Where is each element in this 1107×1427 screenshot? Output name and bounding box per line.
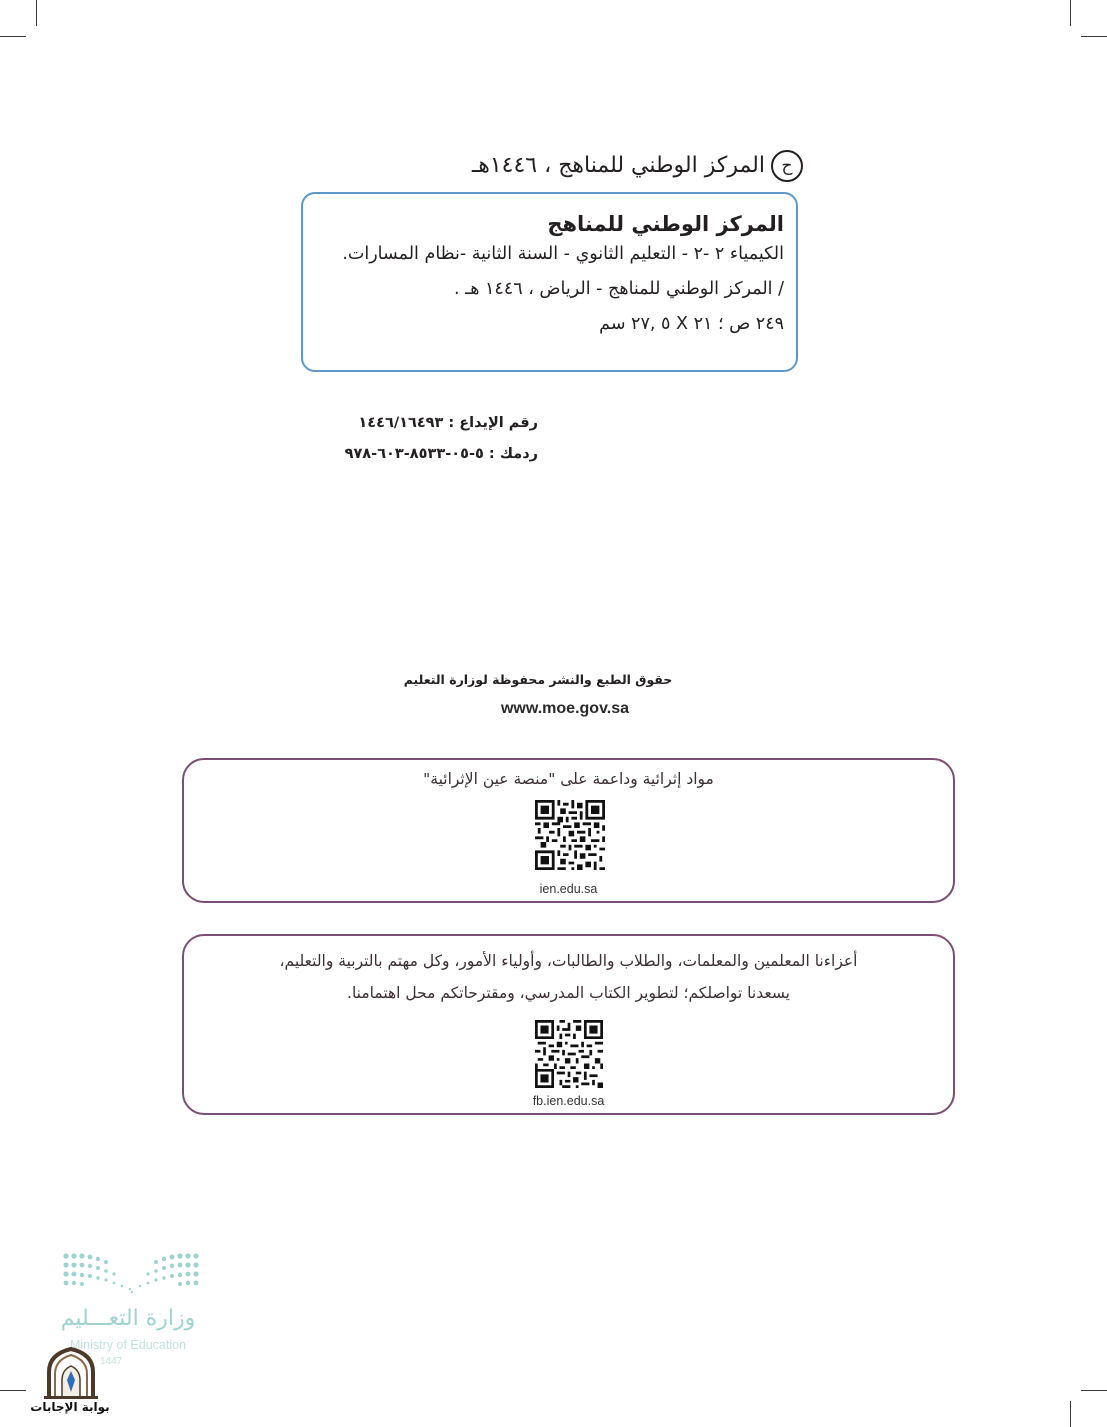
rights-notice: حقوق الطبع والنشر محفوظة لوزارة التعليم: [403, 672, 673, 687]
cataloging-title: المركز الوطني للمناهج: [547, 212, 784, 236]
crop-mark: [1081, 1390, 1107, 1391]
cataloging-line: الكيمياء ٢ -٢ - التعليم الثانوي - السنة الثانية -نظام المسارات.: [342, 244, 784, 264]
portal-dome-icon: [34, 1346, 108, 1400]
cataloging-line: ٢٤٩ ص ؛ ٢١ X ٥ ,٢٧ سم: [599, 314, 784, 334]
isbn: ردمك : ٥-٠٥-٨٥٣٣-٦٠٣-٩٧٨: [344, 446, 538, 462]
copyright-notice: [283, 150, 803, 182]
crop-mark: [0, 36, 26, 37]
feedback-qr-link[interactable]: fb.ien.edu.sa: [532, 1094, 605, 1108]
cataloging-box: [301, 192, 798, 372]
crop-mark: [1070, 0, 1071, 26]
deposit-info: [330, 408, 538, 470]
cataloging-line: / المركز الوطني للمناهج - الرياض ، ١٤٤٦ هـ .: [453, 279, 784, 299]
copyright-circle-icon: ح: [771, 150, 803, 182]
crop-mark: [0, 1390, 26, 1391]
feedback-line1: أعزاءنا المعلمين والمعلمات، والطلاب والطالبات، وأولياء الأمور، وكل مهتم بالتربية والتعليم،: [279, 952, 858, 970]
crop-mark: [1070, 1401, 1071, 1427]
ministry-dots-logo: [56, 1248, 206, 1298]
ien-promo-text: مواد إثرائية وداعمة على "منصة عين الإثرائية": [423, 770, 714, 788]
deposit-number: رقم الإيداع : ١٤٤٦/١٦٤٩٣: [358, 415, 538, 431]
qr-code-icon[interactable]: [535, 1020, 603, 1088]
crop-mark: [1081, 36, 1107, 37]
crop-mark: [36, 0, 37, 26]
ministry-name-english: Ministry of Education: [69, 1338, 187, 1352]
website-link[interactable]: www.moe.gov.sa: [500, 700, 630, 717]
feedback-promo-box: [182, 934, 955, 1115]
copyright-text: المركز الوطني للمناهج ، ١٤٤٦هـ: [471, 153, 765, 178]
ministry-year: 1447: [100, 1356, 123, 1367]
watermark-name: بوابة الإجابات: [30, 1400, 110, 1414]
feedback-line2: يسعدنا تواصلكم؛ لتطوير الكتاب المدرسي، ومقترحاتكم محل اهتمامنا.: [347, 984, 790, 1002]
ministry-name-arabic: وزارة التعـــليم: [60, 1306, 196, 1331]
ien-promo-box: [182, 758, 955, 903]
qr-code-icon[interactable]: [535, 800, 605, 870]
ien-qr-link[interactable]: ien.edu.sa: [539, 882, 598, 896]
